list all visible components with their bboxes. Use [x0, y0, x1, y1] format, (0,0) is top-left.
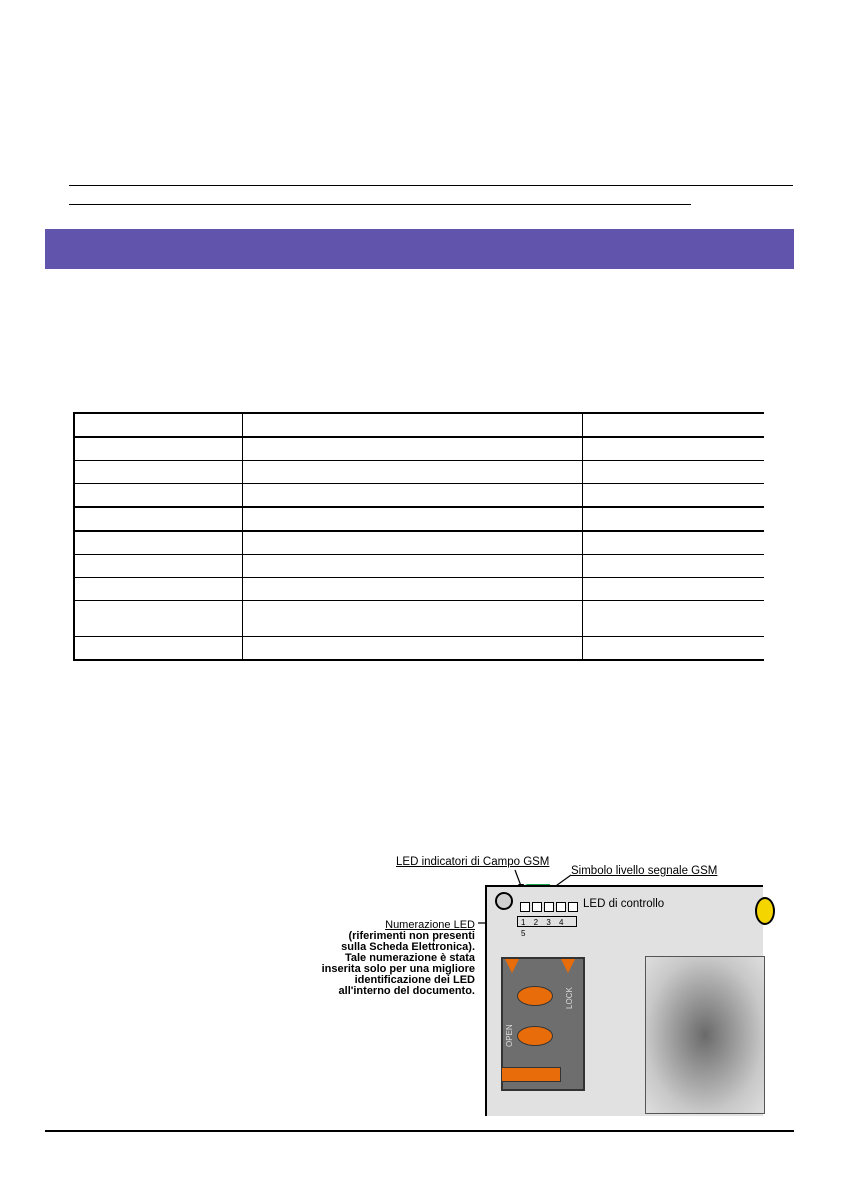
table-cell [582, 484, 764, 508]
table-cell [242, 601, 582, 637]
table-cell [74, 578, 242, 601]
table-cell [242, 507, 582, 531]
label-simbolo-segnale: Simbolo livello segnale GSM [571, 865, 718, 877]
table-row [74, 413, 764, 437]
table-row [74, 601, 764, 637]
numerazione-line: Tale numerazione è stata [344, 952, 475, 964]
numerazione-line: all'interno del documento. [338, 985, 475, 997]
table-row [74, 555, 764, 578]
numerazione-line: (riferimenti non presenti [348, 930, 475, 942]
label-led-controllo: LED di controllo [583, 898, 665, 910]
label-numerazione-led: Numerazione LED (riferimenti non presenti sulla Scheda Elettronica). Tale numerazione è stata inserita solo per una migliore identificazione dei LED all'interno del documento. [300, 920, 475, 997]
sim-contact-bottom-icon [517, 1026, 553, 1046]
sim-holder-base [501, 1067, 561, 1082]
table-cell [582, 555, 764, 578]
yellow-component-icon [755, 897, 775, 925]
table-row [74, 531, 764, 555]
table-cell [582, 578, 764, 601]
board-diagram [0, 850, 841, 1120]
table-cell [242, 437, 582, 461]
table-cell [74, 461, 242, 484]
led-3-icon [544, 902, 554, 912]
table-row [74, 461, 764, 484]
table-row [74, 637, 764, 661]
table-cell [582, 601, 764, 637]
table-cell [582, 507, 764, 531]
header-rule-top [69, 185, 793, 186]
table-cell [242, 461, 582, 484]
push-button-icon [495, 892, 513, 910]
table-cell [74, 484, 242, 508]
table-cell [74, 437, 242, 461]
table-row [74, 578, 764, 601]
table-cell [74, 601, 242, 637]
led-numbering: 1 2 3 4 5 [517, 916, 577, 927]
table-cell [74, 507, 242, 531]
sim-lock-label: LOCK [565, 987, 574, 1009]
numerazione-line: sulla Scheda Elettronica). [341, 941, 475, 953]
numerazione-line: identificazione dei LED [354, 974, 475, 986]
sim-open-label: OPEN [505, 1024, 514, 1047]
table-row [74, 484, 764, 508]
header-rule-bottom [69, 204, 691, 205]
table-cell [582, 461, 764, 484]
table-cell [582, 637, 764, 661]
arrow-led-campo [515, 870, 521, 886]
gsm-module-chip [645, 956, 765, 1114]
led-4-icon [556, 902, 566, 912]
footer-rule [45, 1130, 794, 1132]
table-cell [242, 637, 582, 661]
table-cell [242, 555, 582, 578]
table-row [74, 437, 764, 461]
section-banner [45, 229, 794, 269]
led-5-icon [568, 902, 578, 912]
numerazione-line: inserita solo per una migliore [321, 963, 475, 975]
table-row [74, 507, 764, 531]
table-cell [582, 437, 764, 461]
table-cell [74, 413, 242, 437]
table-cell [242, 578, 582, 601]
spec-table [73, 412, 764, 661]
led-2-icon [532, 902, 542, 912]
circuit-board [485, 885, 763, 1116]
led-1-icon [520, 902, 530, 912]
table-cell [74, 637, 242, 661]
table-cell [242, 413, 582, 437]
sim-contact-top-icon [517, 986, 553, 1006]
sim-latch-right-icon [561, 959, 575, 973]
table-cell [242, 531, 582, 555]
table-cell [582, 531, 764, 555]
table-cell [74, 555, 242, 578]
sim-latch-left-icon [505, 959, 519, 973]
label-led-campo-gsm: LED indicatori di Campo GSM [396, 856, 550, 868]
table-cell [242, 484, 582, 508]
table-cell [74, 531, 242, 555]
table-cell [582, 413, 764, 437]
